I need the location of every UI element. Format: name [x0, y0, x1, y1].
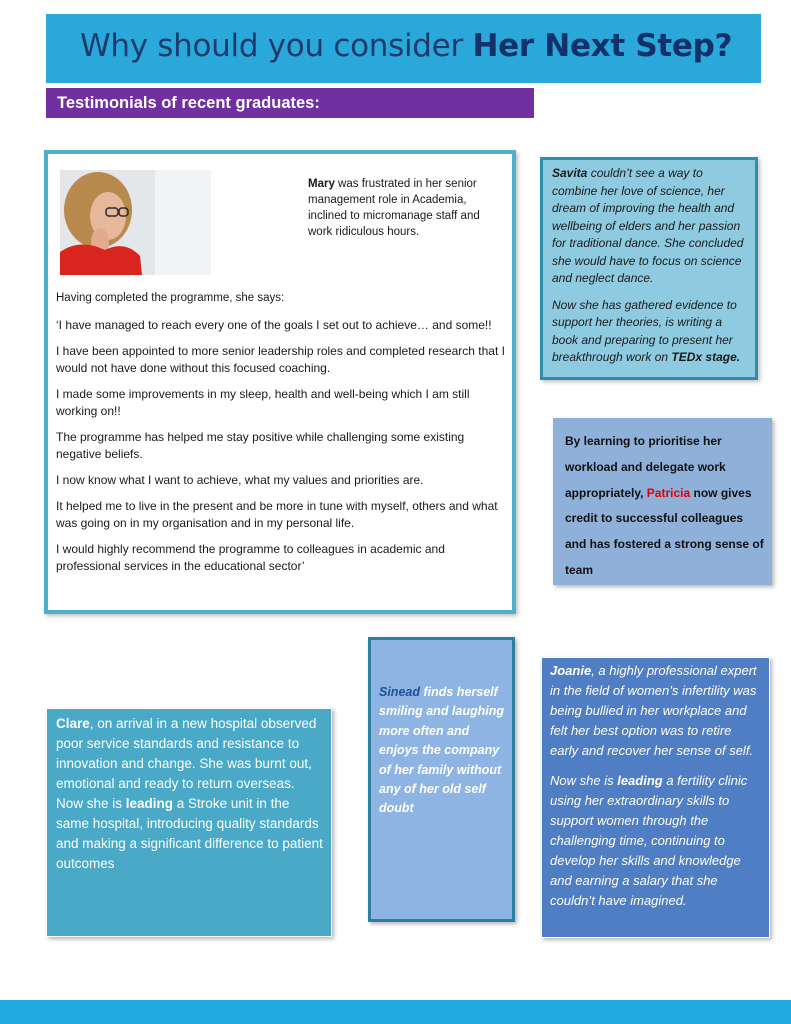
clare-name: Clare: [56, 716, 90, 731]
joanie-text-3: a fertility clinic using her extraordinary skills to support women through the challenging time, continuing to develop her skills and knowledge and earning a salary that she couldn’t have imagined.: [550, 773, 748, 908]
woman-portrait-image: [60, 170, 211, 275]
patricia-testimonial-card: [553, 418, 772, 585]
clare-text-2: a Stroke unit in the same hospital, introducing quality standards and making a significant difference to patient outcomes: [56, 796, 323, 871]
patricia-name: Patricia: [646, 485, 691, 500]
savita-testimonial-card: [540, 157, 758, 380]
sinead-testimonial-card: [368, 637, 515, 922]
clare-text: , on arrival in a new hospital observed poor service standards and resistance to innovation and change. She was burnt out, emotional and ready to return overseas. Now she is: [56, 716, 317, 811]
joanie-paragraph-2: [550, 771, 763, 911]
mary-quote: [56, 290, 508, 584]
joanie-leading: leading: [617, 773, 663, 788]
title-prefix: Why should you consider: [80, 28, 473, 64]
mary-paragraph: I would highly recommend the programme to colleagues in academic and professional services in the educational sector’: [56, 542, 445, 573]
savita-tedx: TEDx stage.: [671, 350, 741, 364]
mary-testimonial-card: [44, 150, 516, 614]
joanie-paragraph-1: [550, 661, 763, 761]
mary-intro-text: was frustrated in her senior management role in Academia, inclined to micromanage staff and work ridiculous hours.: [308, 178, 480, 238]
joanie-name: Joanie: [550, 663, 592, 678]
joanie-text: , a highly professional expert in the field of women’s infertility was being bullied in her workplace and felt her best option was to retire early and recover her sense of self.: [550, 663, 757, 758]
title-bold: Her Next Step?: [472, 28, 733, 64]
joanie-text-2: Now she is: [550, 773, 618, 788]
mary-name: Mary: [308, 178, 335, 190]
mary-intro: [308, 176, 498, 240]
subtitle-banner: [46, 88, 534, 118]
clare-leading: leading: [125, 796, 174, 811]
savita-text: couldn’t see a way to combine her love of science, her dream of improving the health and wellbeing of elders and her passion for traditional dance. She concluded she would have to focus on science and neglect dance.: [552, 166, 744, 285]
clare-testimonial-card: [46, 708, 332, 937]
sinead-text: finds herself smiling and laughing more often and enjoys the company of her family without any of her old self doubt: [379, 685, 504, 816]
mary-lead: Having completed the programme, she says:: [56, 292, 285, 304]
savita-paragraph-2: [552, 297, 747, 367]
mary-paragraph: I made some improvements in my sleep, health and well-being which I am still working on!!: [56, 387, 470, 418]
mary-paragraph: I have been appointed to more senior leadership roles and completed research that I would not have done without this focused coaching.: [56, 344, 505, 375]
patricia-text: By learning to prioritise her workload and delegate work appropriately,: [565, 434, 726, 500]
sinead-name: Sinead: [379, 685, 420, 699]
mary-paragraph: The programme has helped me stay positive while challenging some existing negative beliefs.: [56, 430, 465, 461]
savita-name: Savita: [552, 166, 588, 180]
mary-photo: [60, 170, 211, 275]
title-banner: [46, 14, 761, 83]
savita-text-2: Now she has gathered evidence to support her theories, is writing a book and preparing to present her breakthrough work on: [552, 297, 737, 364]
mary-paragraph: ‘I have managed to reach every one of the goals I set out to achieve… and some!!: [56, 318, 492, 332]
mary-paragraph: I now know what I want to achieve, what my values and priorities are.: [56, 473, 424, 487]
mary-paragraph: It helped me to live in the present and be more in tune with myself, others and what was going on in my organisation and in my personal life.: [56, 499, 498, 530]
page-title: [80, 28, 732, 64]
section-subtitle: Testimonials of recent graduates:: [57, 94, 320, 112]
savita-paragraph-1: [552, 165, 747, 288]
footer-bar: [0, 1000, 791, 1024]
patricia-text-2: now gives credit to successful colleagues and has fostered a strong sense of team: [565, 485, 764, 577]
joanie-testimonial-card: [541, 657, 770, 938]
